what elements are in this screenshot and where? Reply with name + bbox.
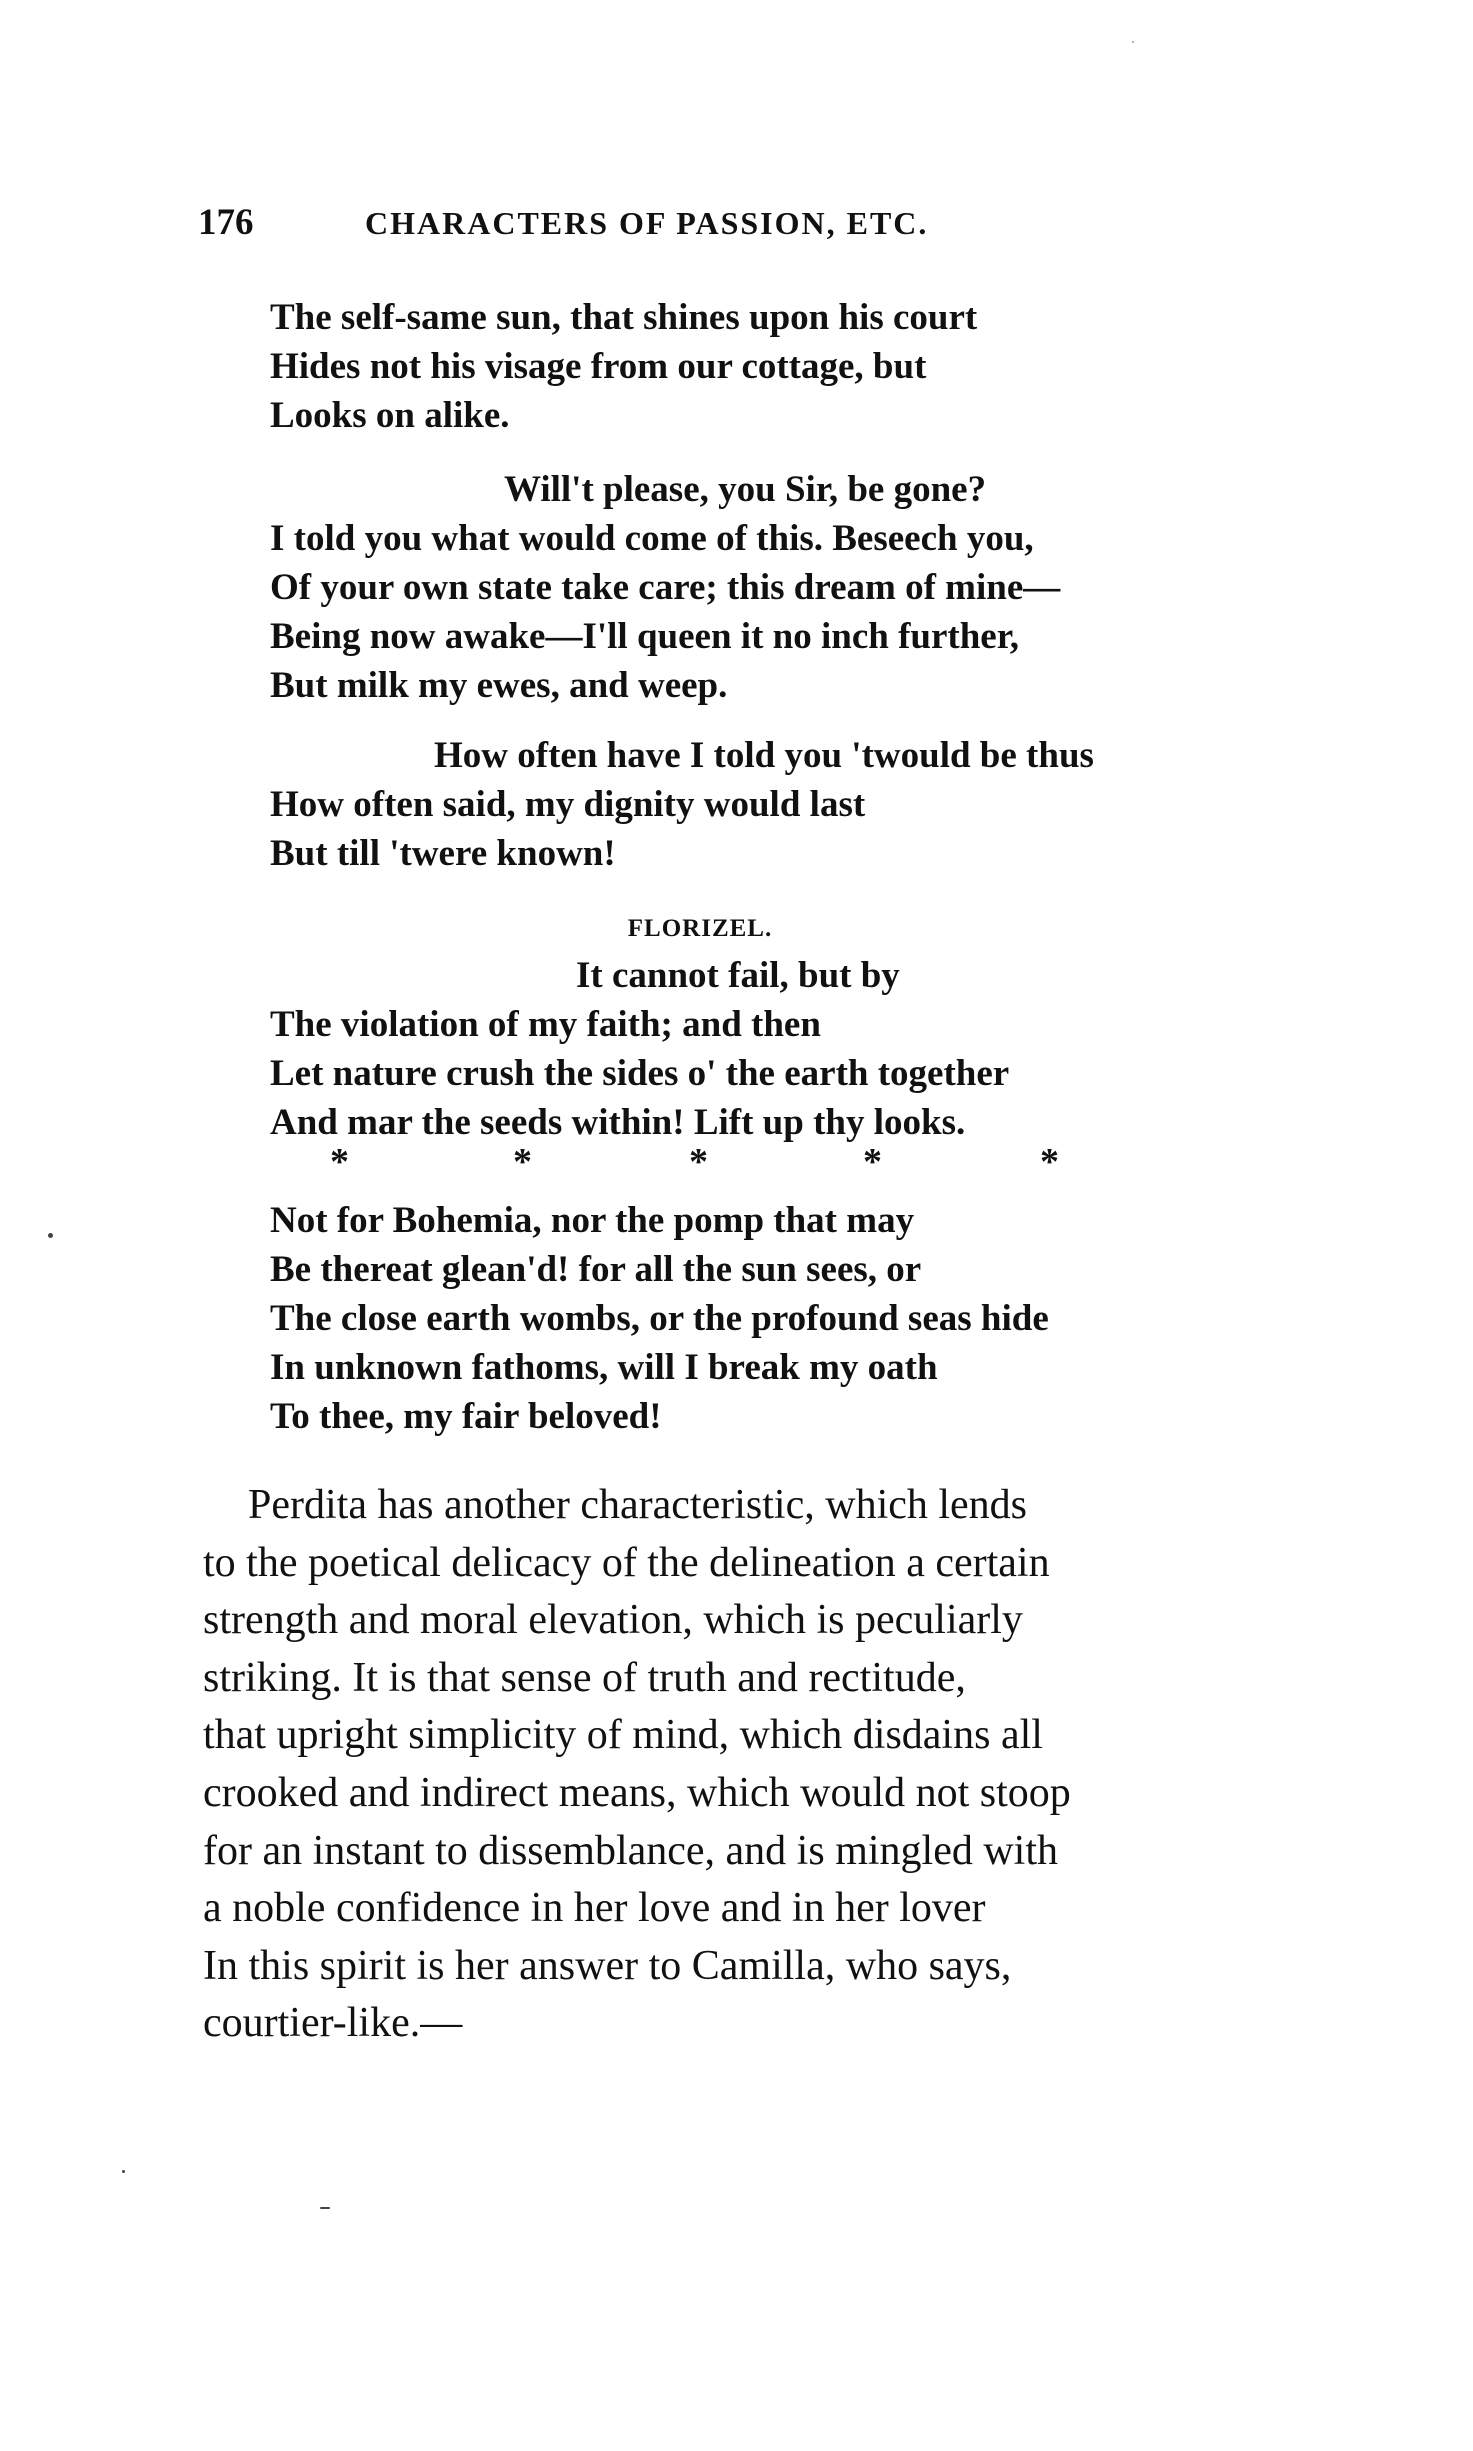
verse-block-5 xyxy=(270,1196,1230,1441)
verse-line: The violation of my faith; and then xyxy=(270,1004,821,1045)
verse-line: Of your own state take care; this dream of mine— xyxy=(270,567,1061,608)
verse-line: How often have I told you 'twould be thus xyxy=(434,735,1094,776)
running-title: CHARACTERS OF PASSION, ETC. xyxy=(365,205,929,241)
verse-line: Will't please, you Sir, be gone? xyxy=(504,469,987,510)
prose-paragraph xyxy=(203,1477,1203,2053)
verse-line: I told you what would come of this. Beseech you, xyxy=(270,518,1034,559)
verse-line: Be thereat glean'd! for all the sun sees, or xyxy=(270,1249,922,1290)
paper-speck xyxy=(320,2207,330,2209)
verse-line: In unknown fathoms, will I break my oath xyxy=(270,1347,938,1388)
asterisk: * xyxy=(1040,1141,1059,1183)
prose-line: for an instant to dissemblance, and is mingled with xyxy=(203,1827,1059,1874)
verse-line: Being now awake—I'll queen it no inch further, xyxy=(270,616,1019,657)
paper-speck xyxy=(48,1233,53,1238)
verse-line: But milk my ewes, and weep. xyxy=(270,665,728,706)
prose-line: strength and moral elevation, which is peculiarly xyxy=(203,1597,1023,1644)
paper-speck xyxy=(1132,41,1134,43)
prose-line: courtier-like.— xyxy=(203,2000,463,2047)
page-number: 176 xyxy=(198,202,254,243)
verse-line: But till 'twere known! xyxy=(270,833,616,874)
verse-line: Not for Bohemia, nor the pomp that may xyxy=(270,1200,915,1241)
verse-line: And mar the seeds within! Lift up thy looks. xyxy=(270,1102,966,1143)
verse-line: To thee, my fair beloved! xyxy=(270,1396,662,1437)
verse-line: The self-same sun, that shines upon his court xyxy=(270,297,978,338)
verse-line: Hides not his visage from our cottage, but xyxy=(270,346,927,387)
page-header xyxy=(198,198,1198,248)
asterisk: * xyxy=(330,1141,349,1183)
verse-line: The close earth wombs, or the profound seas hide xyxy=(270,1298,1049,1339)
prose-line: In this spirit is her answer to Camilla, who says, xyxy=(203,1942,1012,1989)
asterisk-separator xyxy=(330,1140,1090,1189)
prose-line: that upright simplicity of mind, which disdains all xyxy=(203,1712,1043,1759)
prose-line: striking. It is that sense of truth and rectitude, xyxy=(203,1654,966,1701)
asterisk: * xyxy=(689,1141,708,1183)
asterisk: * xyxy=(863,1141,882,1183)
verse-line: Let nature crush the sides o' the earth together xyxy=(270,1053,1010,1094)
verse-line: How often said, my dignity would last xyxy=(270,784,866,825)
prose-line: crooked and indirect means, which would not stoop xyxy=(203,1769,1071,1816)
verse-block-1 xyxy=(270,293,1230,440)
prose-line: Perdita has another characteristic, which lends xyxy=(248,1482,1028,1528)
verse-block-4 xyxy=(270,951,1230,1147)
verse-block-2 xyxy=(270,465,1230,710)
prose-line: a noble confidence in her love and in her lover xyxy=(203,1885,986,1932)
verse-line: It cannot fail, but by xyxy=(576,955,900,996)
speaker-name: FLORIZEL. xyxy=(627,915,773,942)
paper-speck xyxy=(122,2170,125,2173)
prose-line: to the poetical delicacy of the delineation a certain xyxy=(203,1539,1050,1586)
verse-block-3 xyxy=(270,731,1230,878)
verse-line: Looks on alike. xyxy=(270,395,510,436)
asterisk: * xyxy=(513,1141,532,1183)
